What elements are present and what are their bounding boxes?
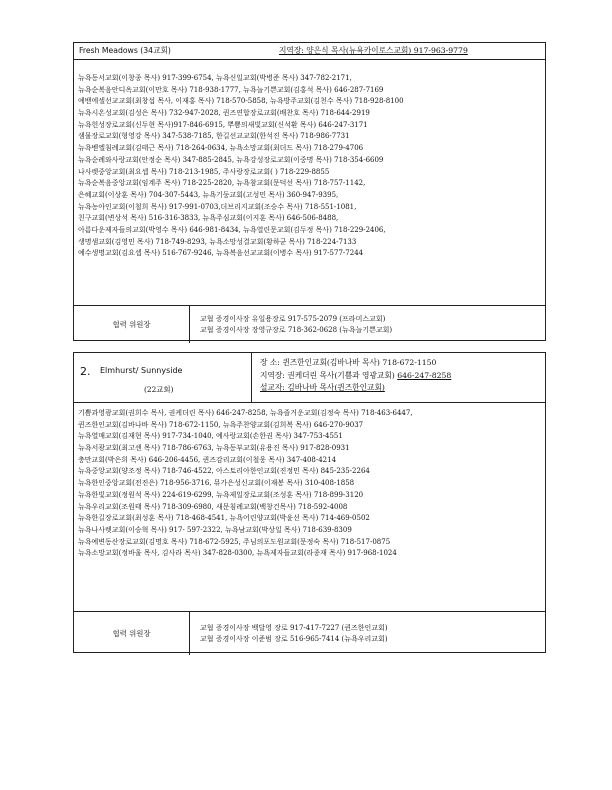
region2-title-cell <box>74 353 252 402</box>
cooperation-label: 협력 위원장 <box>74 612 190 655</box>
list-item: 예수생명교회(김요셉 목사) 516-767-9246, 뉴욕복음선교교회(이병수 목사) 917-577-7244 <box>78 249 364 258</box>
list-item: 뉴욕순복음중앙교회(임계주 목사) 718-225-2820, 뉴욕참교회(문덕선 목사) 718-757-1142, <box>78 179 366 188</box>
region2-cooperation-row <box>74 611 545 655</box>
list-item: 퀸즈한인교회(김바나바 목사) 718-672-1150, 뉴욕주찬양교회(김희복 목사) 646-270-9037 <box>78 420 364 429</box>
list-item: 뉴욕우리교회(조원태 목사) 718-309-6980, 새문침례교회(백창건목사) 718-592-4008 <box>78 502 348 511</box>
list-item: 뉴욕중앙교회(양조정 목사) 718-746-4522, 아스토리아한인교회(진정민 목사) 845-235-2264 <box>78 467 370 476</box>
region2-church-list <box>74 403 545 560</box>
region2-church-count: (22교회) <box>144 385 174 394</box>
region2-leader-name: 지역장: 권케더린 목사(기쁨과 영광교회) <box>260 370 398 380</box>
list-item: 뉴욕서광교회(최고센 목사) 718-786-6763, 뉴욕동부교회(유용진 목사) 917-828-0931 <box>78 444 350 453</box>
list-item: 뉴욕나사렛교회(이승혁 목사) 917- 597-2322, 뉴욕남교회(박상일 목사) 718-639-8309 <box>78 525 352 534</box>
region1-header <box>74 43 545 60</box>
region1-church-list <box>74 60 545 260</box>
cooperation-values <box>190 306 392 343</box>
list-item: 충만교회(박은희 목사) 646-206-4456, 퀸즈감리교회(이철웅 목사) 347-408-4214 <box>78 455 337 464</box>
list-item: 샘물장로교회(형영강 목사) 347-538-7185, 한길선교교회(한석진 목사) 718-986-7731 <box>78 132 350 141</box>
list-item: 뉴욕동서교회(이창종 목사) 917-399-6754, 뉴욕신일교회(박병준 목사) 347-782-2171, <box>78 74 352 82</box>
cooperation-values <box>190 612 388 655</box>
list-item: 기쁨과영광교회(권희수 목사, 권케더린 목사) 646-247-8258, 뉴욕즐거운교회(김정숙 목사) 718-463-6447, <box>78 409 413 417</box>
list-item: 뉴욕시온성교회(김성은 목사) 732-947-2028, 퀸즈연합장로교회(배찬호 목사) 718-644-2919 <box>78 109 370 118</box>
region2-leader-phone: 646-247-8258 <box>397 370 452 380</box>
list-item: 뉴욕한인중앙교회(전진은) 718-956-3716, 뮤가은성신교회(이재봉 목사) 310-408-1858 <box>78 479 355 488</box>
list-item: 뉴욕농아인교회(이철희 목사) 917-991-0703,더브리지교회(조승수 목사) 718-551-1081, <box>78 202 357 211</box>
region1-cooperation-row <box>74 305 545 343</box>
cooperation-entry: 교협 증경이사장 백달영 장로 917-417-7227 (퀸즈한인교회) <box>200 623 388 632</box>
region2-box <box>73 352 546 653</box>
list-item: 뉴욕한빛교회(정원석 목사) 224-619-6299, 뉴욕제일장로교회(조성훈 목사) 718-899-3120 <box>78 490 364 499</box>
list-item: 뉴욕순복음안디옥교회(이만호 목사) 718-938-1777, 뉴욕늘기쁜교회(김홍석 목사) 646-287-7169 <box>78 85 384 94</box>
list-item: 뉴욕열매교회(김재현 목사) 917-734-1040, 예사랑교회(손한권 목사) 347-753-4551 <box>78 432 343 441</box>
region1-leader: 지역장: 양은식 목사(뉴욕카이로스교회) 917-963-9779 <box>279 46 468 55</box>
cooperation-label: 협력 위원장 <box>74 306 190 343</box>
cooperation-entry: 교협 증경이사장 유일용장로 917-575-2079 (프라미스교회) <box>200 314 386 323</box>
region1-box <box>73 42 546 341</box>
cooperation-entry: 교협 증경이사장 이준범 장로 516-965-7414 (뉴욕우리교회) <box>200 634 388 643</box>
list-item: 은혜교회(이상훈 목사) 704-307-5443, 뉴욕기둥교회(고성민 목사) 360-947-9395, <box>78 190 339 199</box>
cooperation-entry: 교협 증경이사장 장영규장로 718-362-0628 (뉴욕늘기쁜교회) <box>200 325 393 334</box>
list-item: 뉴욕한길장로교회(최성훈 목사) 718-468-4541, 뉴욕어린양교회(박윤선 목사) 714-469-0502 <box>78 514 370 523</box>
list-item: 뉴욕헌성장로교회(신두현 목사)917-846-6915, 뿌쁨의새빛교회(신석환 목사) 646-247-3171 <box>78 120 368 129</box>
list-item: 뉴욕벧엘침례교회(김태근 목사) 718-264-0634, 뉴욕소망교회(최더드 목사) 718-279-4706 <box>78 144 364 153</box>
list-item: 뉴욕순례와사랑교회(안정순 목사) 347-885-2845, 뉴욕강성장로교회(이중명 목사) 718-354-6609 <box>78 155 384 164</box>
list-item: 예밴에셀선교교회(최창섭 목사, 이재홍 목사) 718-570-5858, 뉴욕방주교회(김천수 목사) 718-928-8100 <box>78 97 404 106</box>
list-item: 뉴욕소망교회(정바울 목사, 김사라 목사) 347-828-0300, 뉴욕제자들교회(라종재 목사) 917-968-1024 <box>78 549 397 558</box>
region2-header <box>74 353 545 403</box>
region2-leader <box>260 370 451 383</box>
region2-preacher: 설교자: 김바나바 목사(퀸즈한인교회) <box>260 383 385 392</box>
region2-place: 장 소: 퀸즈한인교회(김바나바 목사) 718-672-1150 <box>260 358 437 367</box>
region1-title: Fresh Meadows (34교회) <box>79 46 171 55</box>
region2-number: 2. <box>80 365 91 378</box>
region2-info-cell <box>252 353 451 402</box>
list-item: 친구교회(변상석 목사) 516-316-3833, 뉴욕주심교회(이지훈 목사) 646-506-8488, <box>78 214 339 223</box>
list-item: 뉴욕예변동산장로교회(김명호 목사) 718-672-5925, 주님의포도원교회(문정숙 목사) 718-517-0875 <box>78 537 391 546</box>
list-item: 나사렛중앙교회(최요셉 목사) 718-213-1985, 주사랑장로교회( ) 718-229-8855 <box>78 167 330 176</box>
list-item: 생명샘교회(김영민 목사) 718-749-8293, 뉴욕소망성결교회(황하균 목사) 718-224-7133 <box>78 237 357 246</box>
region2-title: Elmhurst/ Sunnyside <box>100 366 183 375</box>
list-item: 아름다운제자들의교회(박영수 목사) 646-981-8434, 뉴욕열린문교회(김두정 목사) 718-229-2406, <box>78 225 386 234</box>
